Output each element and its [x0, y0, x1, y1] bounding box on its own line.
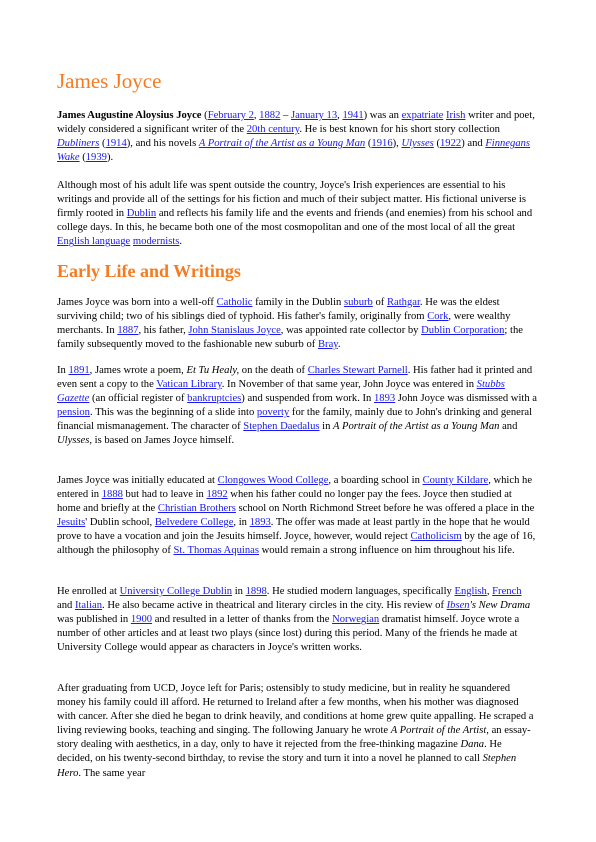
text: ) was an: [363, 110, 402, 121]
wiki-link[interactable]: 1893: [249, 517, 271, 529]
text: would remain a strong influence on him throughout his life.: [258, 545, 515, 557]
text: . He studied modern languages, specifically: [266, 586, 455, 597]
text: ),: [392, 138, 402, 150]
wiki-link[interactable]: Ulysses: [401, 138, 434, 150]
text: in: [232, 586, 246, 597]
text: for the family, mainly due to John's drinking and general financial mismanagement. The character of: [57, 407, 533, 433]
text: .: [337, 339, 341, 351]
text: and resulted in a letter of thanks from the: [152, 614, 333, 626]
text: in: [319, 421, 334, 433]
section-heading: Early Life and Writings: [57, 261, 241, 281]
intro-paragraph: [57, 109, 537, 165]
text: (: [79, 152, 86, 164]
wiki-link[interactable]: 1939: [85, 152, 107, 164]
text: , an essay-story dealing with aesthetics, in a day, only to have it rejected from the free-thinking magazine: [57, 725, 531, 751]
text: James Joyce was initially educated at: [57, 475, 218, 486]
text: ).: [106, 152, 114, 164]
wiki-link[interactable]: St. Thomas Aquinas: [173, 545, 259, 557]
wiki-link[interactable]: Belvedere College: [154, 517, 234, 529]
wiki-link[interactable]: 1887: [117, 325, 139, 337]
wiki-link[interactable]: Norwegian: [332, 614, 380, 626]
wiki-link[interactable]: bankruptcies: [187, 393, 242, 405]
text: and: [57, 600, 75, 612]
wiki-link[interactable]: expatriate: [401, 110, 444, 121]
wiki-link[interactable]: 1898: [245, 586, 267, 597]
text: but had to leave in: [122, 489, 207, 501]
text: , his father,: [138, 325, 189, 337]
wiki-link[interactable]: John Stanislaus Joyce: [188, 325, 281, 337]
text: (an official register of: [89, 393, 188, 405]
text: . His father had it printed and even sent a copy to the: [57, 365, 533, 391]
wiki-link[interactable]: poverty: [256, 407, 290, 419]
wiki-link[interactable]: A Portrait of the Artist as a Young Man: [198, 138, 366, 150]
wiki-link[interactable]: Cork: [427, 311, 449, 323]
body-paragraph: [57, 296, 537, 352]
wiki-link[interactable]: English language: [57, 236, 131, 248]
text: ,: [337, 110, 343, 121]
italic-text: A Portrait of the Artist as a Young Man: [333, 421, 500, 433]
wiki-link[interactable]: 20th century: [246, 124, 300, 136]
wiki-link[interactable]: Finnegans Wake: [57, 138, 531, 164]
text: , James wrote a poem,: [89, 365, 187, 376]
wiki-link[interactable]: Clongowes Wood College: [217, 475, 329, 486]
text: and: [499, 421, 518, 433]
wiki-link[interactable]: Ibsen: [446, 600, 470, 612]
text: . This was the beginning of a slide into: [89, 407, 257, 419]
text: , was appointed rate collector by: [280, 325, 422, 337]
text: ,: [253, 110, 260, 121]
wiki-link[interactable]: 1893: [373, 393, 396, 405]
wiki-link[interactable]: 1892: [206, 489, 228, 501]
body-paragraph: [57, 364, 537, 449]
text: family in the Dublin: [252, 297, 344, 308]
body-paragraph: [57, 474, 537, 559]
text: . He also became active in theatrical and literary circles in the city. His review of: [102, 600, 447, 612]
text: on the death of: [239, 365, 308, 376]
text: ; the family subsequently moved to the fashionable new suburb of: [57, 325, 523, 351]
wiki-link[interactable]: Irish: [446, 110, 466, 121]
wiki-link[interactable]: modernists: [132, 236, 180, 248]
italic-text: Et Tu Healy,: [186, 365, 240, 376]
text: of: [372, 297, 387, 308]
wiki-link[interactable]: 1916: [371, 138, 393, 150]
text: ) and suspended from work. In: [241, 393, 374, 405]
text: writer and poet, widely considered a significant writer of the: [57, 110, 535, 136]
intro-paragraph-2: [57, 179, 537, 249]
text: , which he entered in: [57, 475, 533, 501]
text: . The same year: [78, 767, 146, 779]
wiki-link[interactable]: Jesuits: [57, 517, 86, 529]
text: (: [201, 110, 208, 121]
wiki-link[interactable]: Charles Stewart Parnell: [307, 365, 408, 376]
wiki-link[interactable]: French: [492, 586, 522, 597]
text: –: [280, 110, 291, 121]
text: .: [179, 236, 183, 248]
text: ,: [486, 586, 493, 597]
text: . The offer was made at least partly in the hope that he would prove to have a vocation and join the Jesuits himself. Joyce, however, would reject: [57, 517, 530, 543]
text: John Joyce was dismissed with a: [395, 393, 537, 405]
wiki-link[interactable]: English: [454, 586, 487, 597]
italic-text: 's New Drama: [469, 600, 531, 612]
text: and reflects his family life and the events and friends (and enemies) from his school and college days. In this, he became both one of the most cosmopolitan and one of the most local of all the great: [57, 208, 533, 234]
wiki-link[interactable]: 1922: [440, 138, 462, 150]
wiki-link[interactable]: 1888: [101, 489, 123, 501]
text: by the age of 16, although the philosophy of: [57, 531, 536, 557]
wiki-link[interactable]: Stubbs Gazette: [57, 379, 505, 405]
wiki-link[interactable]: Rathgar: [386, 297, 420, 308]
body-paragraph: [57, 682, 537, 781]
wiki-link[interactable]: County Kildare: [422, 475, 489, 486]
wiki-link[interactable]: Christian Brothers: [157, 503, 236, 515]
text: , a boarding school in: [328, 475, 423, 486]
wiki-link[interactable]: Catholicism: [410, 531, 462, 543]
wiki-link[interactable]: Bray: [317, 339, 338, 351]
wiki-link[interactable]: February 2: [207, 110, 254, 121]
text: In: [57, 365, 69, 376]
wiki-link[interactable]: pension: [57, 407, 90, 419]
text: (: [433, 138, 440, 150]
text: ) and: [461, 138, 486, 150]
text: is based on James Joyce himself.: [92, 435, 235, 447]
text: , were wealthy merchants. In: [57, 311, 511, 337]
italic-text: Ulysses,: [57, 435, 93, 447]
text: (: [365, 138, 372, 150]
body-paragraph: [57, 585, 537, 655]
wiki-link[interactable]: Vatican Library: [156, 379, 222, 391]
text: school on North Richmond Street before he was offered a place in the: [235, 503, 535, 515]
italic-text: Dana: [460, 739, 485, 751]
text: After graduating from UCD, Joyce left for Paris; ostensibly to study medicine, but in reality he squandered money his family could ill afford. He returned to Ireland after a few months, when his mother was diagnosed with cancer. After she died he began to drink heavily, and conditions at home grew quite appalling. He scraped a living reviewing books, teaching and singing. The following January he wrote: [57, 683, 534, 737]
text: ' Dublin school,: [85, 517, 155, 529]
wiki-link[interactable]: 1941: [342, 110, 364, 121]
text: James Joyce was born into a well-off: [57, 297, 217, 308]
text: . He decided, on his twenty-second birthday, to revise the story and turn it into a novel he planned to call: [57, 739, 502, 765]
wiki-link[interactable]: Dubliners: [57, 138, 100, 150]
wiki-link[interactable]: suburb: [343, 297, 373, 308]
text: He enrolled at: [57, 586, 120, 597]
page-title: James Joyce: [57, 69, 162, 93]
bold-text: James Augustine Aloysius Joyce: [57, 110, 202, 121]
text: (: [99, 138, 106, 150]
wiki-link[interactable]: Dublin: [126, 208, 157, 220]
wiki-link[interactable]: 1882: [259, 110, 281, 121]
text: . In November of that same year, John Joyce was entered in: [221, 379, 477, 391]
text: ), and his novels: [126, 138, 199, 150]
wiki-link[interactable]: University College Dublin: [119, 586, 233, 597]
text: was published in: [57, 614, 131, 626]
text: when his father could no longer pay the fees. Joyce then studied at home and briefly at the: [57, 489, 512, 515]
text: . He is best known for his short story collection: [299, 124, 500, 136]
wiki-link[interactable]: 1891: [68, 365, 90, 376]
text: Although most of his adult life was spent outside the country, Joyce's Irish experiences are essential to his writings and provide all of the settings for his fiction and much of their subject matter. His fictional universe is firmly rooted in: [57, 180, 526, 220]
italic-text: Stephen Hero: [57, 753, 517, 779]
wiki-link[interactable]: Italian: [74, 600, 103, 612]
wiki-link[interactable]: Dublin Corporation: [421, 325, 505, 337]
wiki-link[interactable]: 1914: [105, 138, 127, 150]
wiki-link[interactable]: January 13: [290, 110, 338, 121]
wiki-link[interactable]: Stephen Daedalus: [243, 421, 320, 433]
text: , in: [233, 517, 250, 529]
text: dramatist himself. Joyce wrote a number of other articles and at least two plays (since lost) during this period. Many of the friends he made at University College would appear as characters in Joyce's written works.: [57, 614, 520, 654]
text: . He was the eldest surviving child; two of his siblings died of typhoid. His father's family, originally from: [57, 297, 500, 323]
wiki-link[interactable]: Catholic: [216, 297, 253, 308]
italic-text: A Portrait of the Artist: [390, 725, 487, 737]
wiki-link[interactable]: 1900: [130, 614, 153, 626]
